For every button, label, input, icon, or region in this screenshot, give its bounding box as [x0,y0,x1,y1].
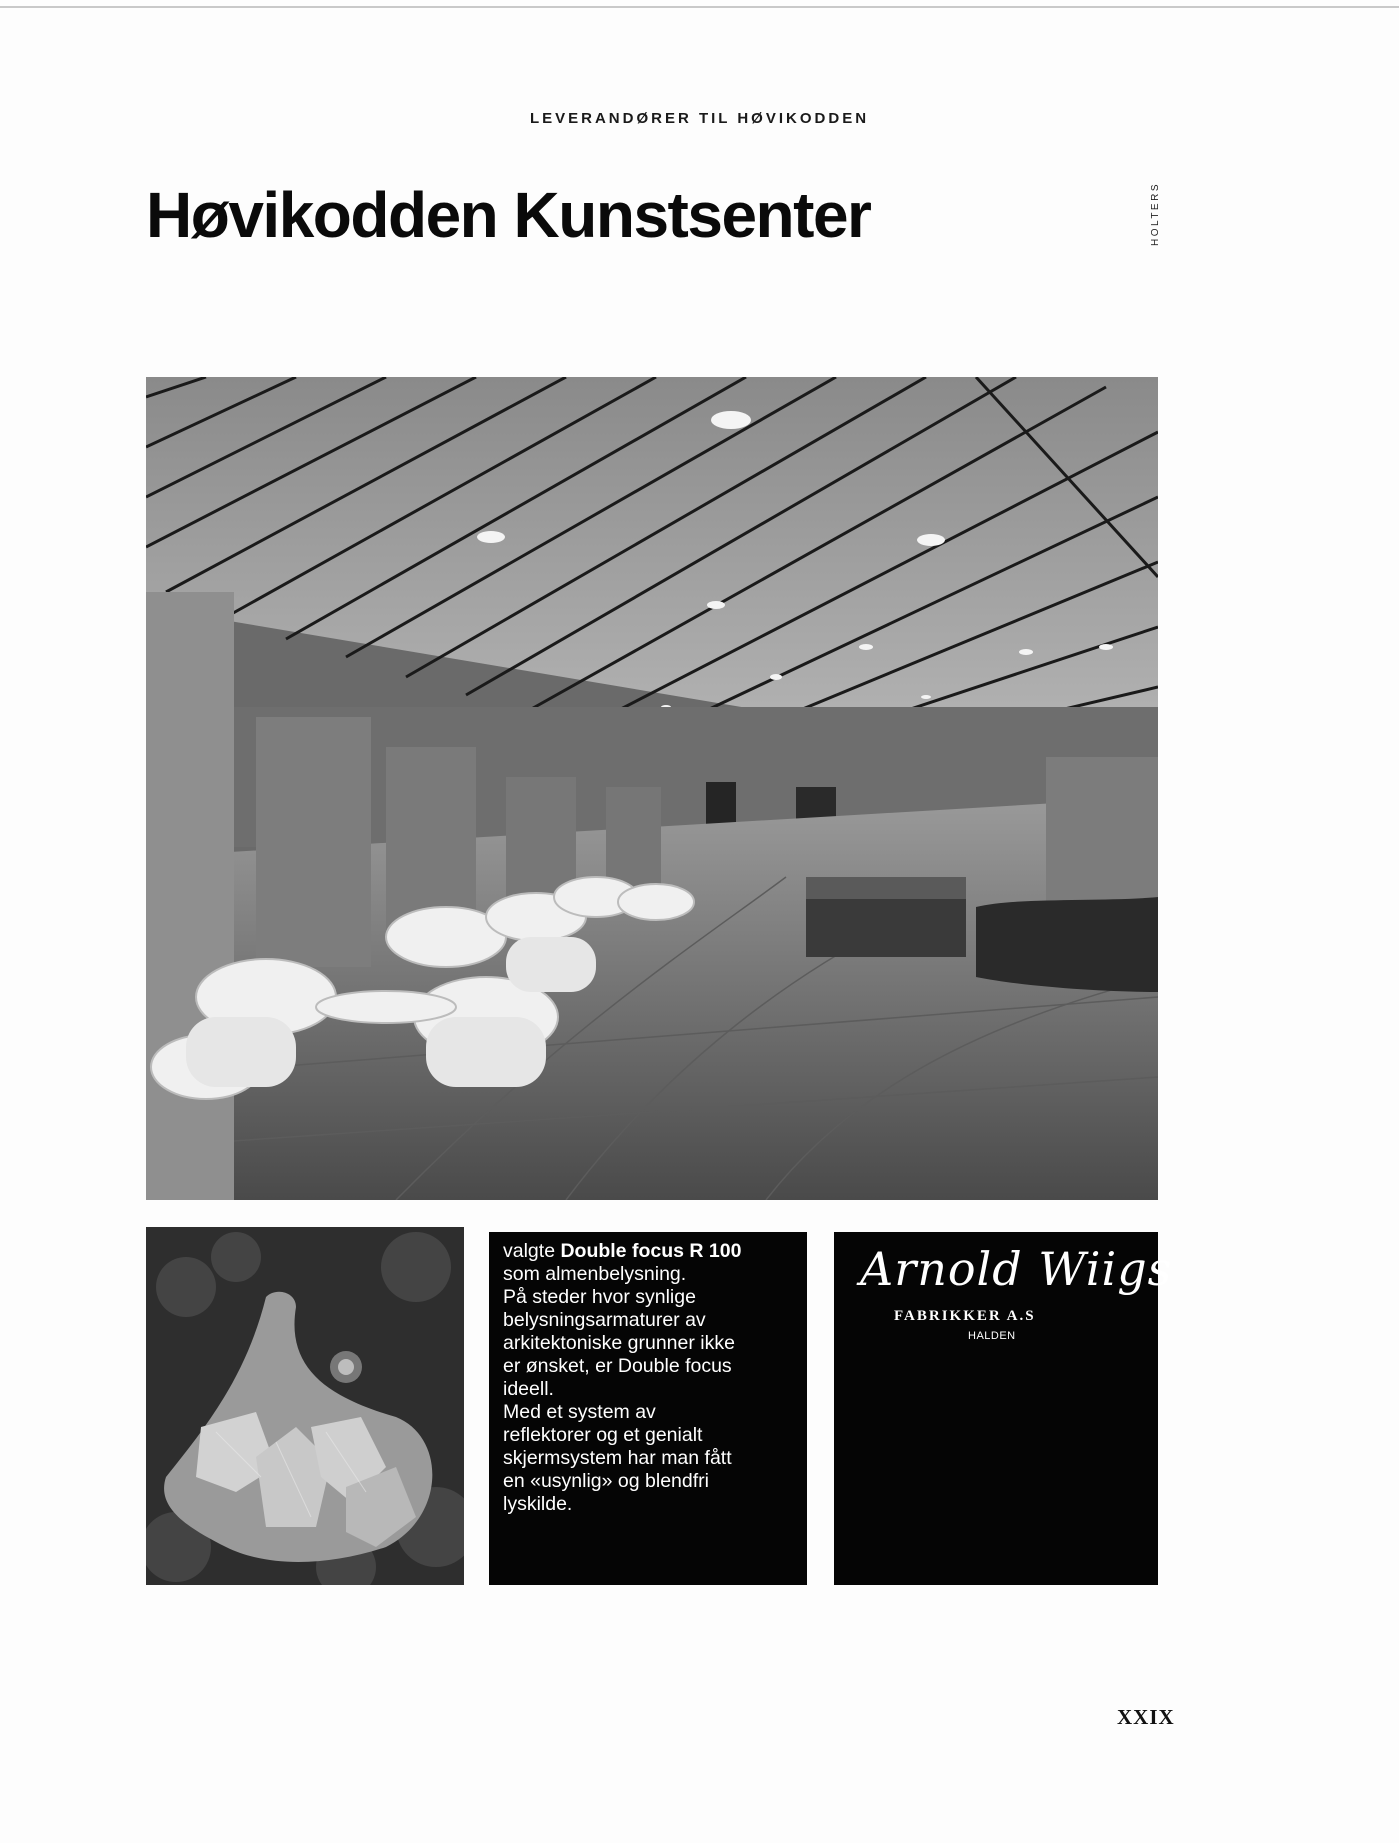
photo-credit: HOLTERS [1150,182,1161,246]
section-kicker: LEVERANDØRER TIL HØVIKODDEN [529,110,870,127]
description-body: som almenbelysning. På steder hvor synlige belysningsarmaturer av arkitektoniske grunner ikke er ønsket, er Double focus ideell. Med et system av reflektorer og et genialt skjermsystem har man fått en «usynlig» og blendfri lyskilde. [503,1263,735,1515]
logo-city: HALDEN [968,1330,1016,1342]
description-lead: valgte [503,1240,561,1262]
main-photo-illustration [146,377,1158,1200]
product-description-text [503,1240,793,1516]
aerial-photo-illustration [146,1227,464,1585]
page-number: XXIX [1117,1705,1175,1729]
aerial-photo [146,1227,464,1585]
manufacturer-logo [834,1232,1173,1585]
logo-subtitle: FABRIKKER A.S [894,1308,1036,1324]
logo-wordmark: Arnold Wiigs [860,1242,1173,1296]
page-title: Høvikodden Kunstsenter [146,179,871,251]
top-rule [0,6,1399,8]
product-name: Double focus R 100 [560,1240,742,1262]
main-photo [146,377,1158,1200]
product-description [489,1232,807,1585]
